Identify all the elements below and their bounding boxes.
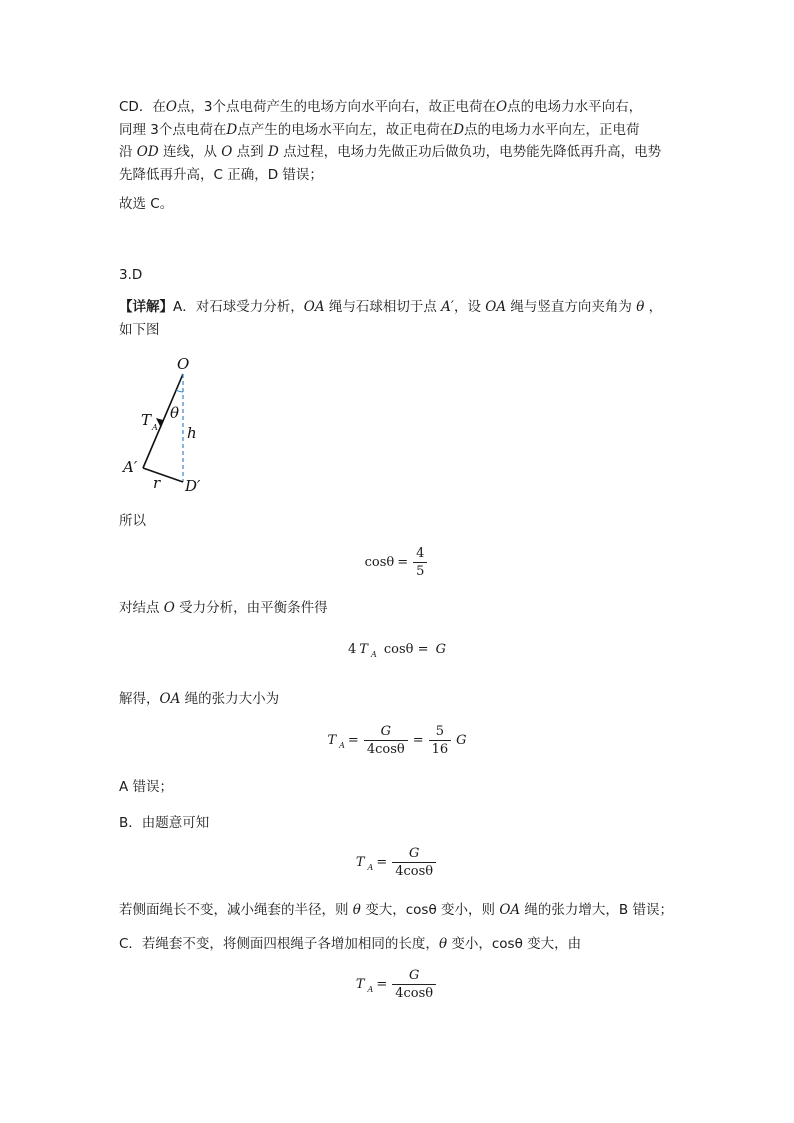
angle-theta: θ: [438, 936, 448, 952]
point-d: D: [226, 121, 238, 138]
text: 对结点: [119, 600, 164, 616]
text: 点过程，电场力先做正功后做负功，电势能先降低再升高，电势: [278, 144, 662, 160]
cd-line-4: 先降低再升高，C 正确，D 错误；: [119, 166, 323, 183]
denominator: 16: [429, 740, 452, 757]
angle-theta: θ: [352, 902, 361, 918]
point-o: O: [221, 144, 233, 160]
cd-line-3: [119, 141, 679, 164]
cd-line-2: [119, 119, 679, 142]
equation-tension-result: [0, 724, 794, 757]
equals-sign: =: [376, 977, 388, 992]
equals-sign: =: [397, 555, 409, 570]
text: 变小，: [447, 936, 492, 952]
cos-theta: cosθ: [491, 936, 523, 952]
label-t: T: [141, 411, 152, 429]
text: 绳与石球相切于点: [324, 299, 442, 315]
text: 点的电场力水平向右，: [507, 99, 643, 115]
rope-oa: OA: [159, 691, 181, 707]
text: CD．在: [119, 99, 166, 115]
segment-od: OD: [136, 144, 159, 160]
equals-sign: =: [347, 733, 359, 748]
point-o: O: [163, 600, 175, 616]
numerator: 5: [435, 724, 445, 739]
text: 绳的张力大小为: [180, 691, 280, 707]
gravity-symbol: G: [456, 733, 467, 748]
point-o: O: [496, 99, 508, 115]
text: 点的电场力水平向左，正电荷: [464, 121, 640, 138]
tension-symbol: T: [355, 977, 365, 992]
node-analysis-line: [119, 597, 679, 620]
detail-line-2: 如下图: [119, 321, 160, 338]
text: 若侧面绳长不变，减小绳套的半径，则: [119, 902, 353, 918]
equation-tension-b: [0, 846, 794, 879]
label-o: O: [177, 355, 190, 373]
detail-paragraph: [119, 296, 679, 341]
tension-symbol: T: [355, 855, 365, 870]
cd-line-1: [119, 96, 679, 119]
text: 受力分析，由平衡条件得: [174, 600, 328, 616]
fraction: [429, 724, 452, 757]
denominator: 4cosθ: [364, 740, 408, 757]
text: 点到: [232, 144, 268, 160]
a-wrong-line: A 错误；: [119, 779, 174, 795]
fraction: [392, 968, 436, 1001]
point-a-prime: A′: [441, 299, 454, 315]
text: A．对石球受力分析，: [173, 299, 304, 315]
label-r: r: [153, 474, 161, 492]
text: 变小，则: [436, 902, 500, 918]
text: 连线，从: [158, 144, 222, 160]
point-d: D: [453, 121, 465, 138]
equals-sign: =: [376, 855, 388, 870]
equation-tension-c: [0, 968, 794, 1001]
subscript: A: [367, 985, 374, 994]
numerator: G: [408, 968, 420, 983]
equation-cos: [0, 546, 794, 579]
label-d-prime: D′: [185, 477, 201, 495]
solve-line: [119, 688, 679, 711]
fraction: [392, 846, 436, 879]
numerator: G: [408, 846, 420, 861]
fraction: [364, 724, 408, 757]
numerator: 4: [416, 546, 425, 561]
text: 解得，: [119, 691, 160, 707]
cos-theta: cosθ: [364, 555, 395, 570]
numerator: G: [380, 724, 391, 739]
angle-arc: [176, 390, 183, 392]
text: 变大，: [360, 902, 406, 918]
point-d: D: [267, 144, 279, 160]
c-line: [119, 933, 679, 956]
text: C．若绳套不变，将侧面四根绳子各增加相同的长度，: [119, 936, 439, 952]
b-conclusion-line: [119, 899, 679, 922]
label-h: h: [187, 424, 197, 442]
label-t-sub: A: [152, 423, 158, 432]
angle-theta: θ: [636, 299, 645, 315]
text: 绳与竖直方向夹角为: [506, 299, 637, 315]
subscript: A: [367, 863, 374, 872]
denominator: 4cosθ: [392, 862, 436, 879]
equals-sign: =: [412, 733, 424, 748]
denominator: 5: [413, 562, 427, 579]
so-line: 所以: [119, 513, 146, 529]
text: 点，3个点电荷产生的电场方向水平向右，故正电荷在: [176, 99, 496, 115]
rope-oa: OA: [499, 902, 521, 918]
cd-explanation-paragraph: [119, 96, 679, 186]
label-a-prime: A′: [123, 458, 138, 476]
text: ，设: [454, 299, 486, 315]
radius-line: [143, 468, 183, 482]
text: 点产生的电场水平向左，故正电荷在: [237, 121, 454, 138]
gravity-symbol: G: [435, 642, 447, 657]
subscript: A: [339, 741, 345, 750]
equation-balance: [0, 642, 794, 657]
text: 同理 3个点电荷在: [119, 121, 227, 138]
answer-number: 3.D: [119, 267, 143, 283]
text: 变大，由: [522, 936, 582, 952]
detail-line-1: [119, 296, 679, 319]
text: ，: [644, 299, 663, 315]
rope-oa: OA: [485, 299, 507, 315]
coefficient: 4: [347, 642, 357, 657]
text: 沿: [119, 144, 137, 160]
force-diagram: [115, 350, 225, 500]
fraction: [413, 546, 427, 579]
label-theta: θ: [170, 404, 180, 422]
tension-symbol: T: [327, 733, 337, 748]
b-intro-line: B．由题意可知: [119, 815, 210, 831]
cos-theta-equals: cosθ =: [379, 642, 433, 657]
subscript: A: [370, 650, 377, 659]
denominator: 4cosθ: [392, 984, 436, 1001]
text: 绳的张力增大，B 错误；: [520, 902, 673, 918]
choose-c-line: 故选 C。: [119, 196, 174, 212]
point-o: O: [165, 99, 177, 115]
detail-tag: 【详解】: [119, 299, 173, 315]
cos-theta: cosθ: [405, 902, 437, 918]
rope-oa: OA: [303, 299, 325, 315]
tension-symbol: T: [359, 642, 368, 657]
